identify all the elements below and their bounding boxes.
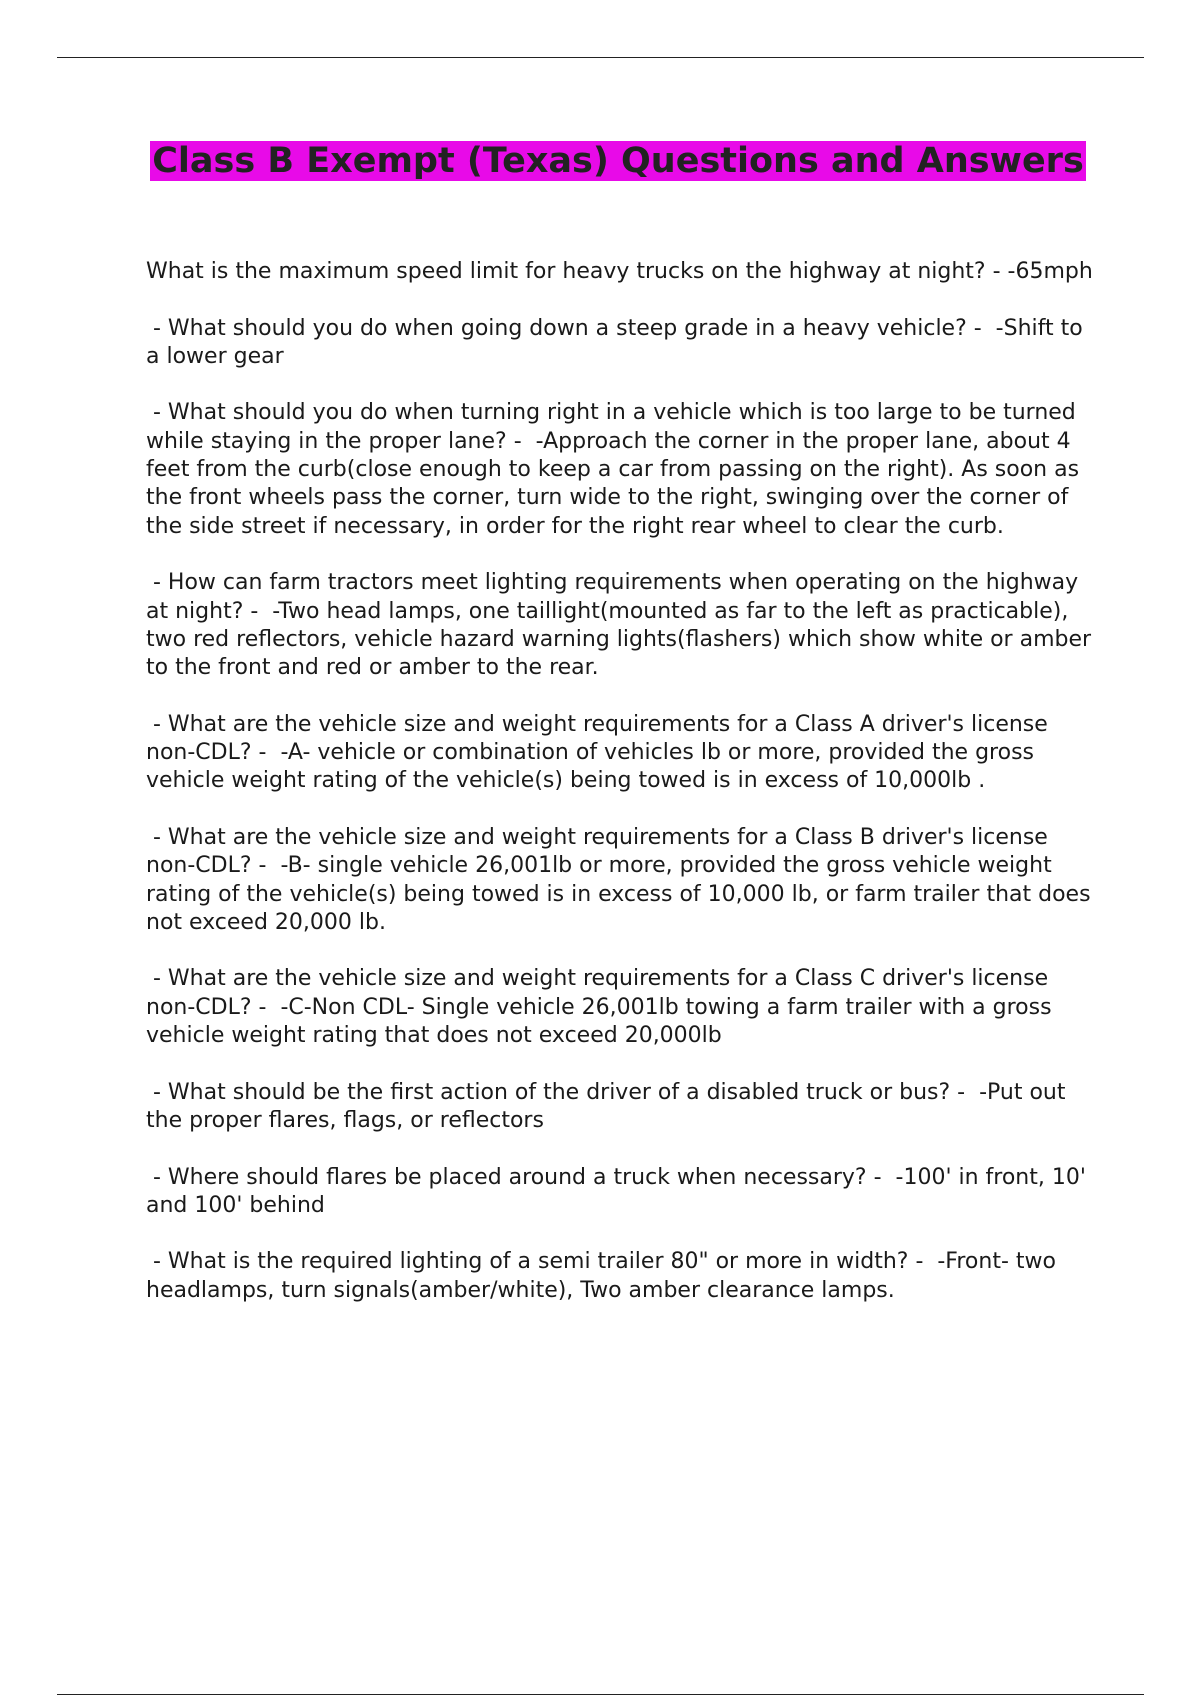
page-title: Class B Exempt (Texas) Questions and Answers bbox=[152, 141, 1084, 181]
qa-item: - Where should flares be placed around a truck when necessary? - -100' in front, 10' and 100' behind bbox=[146, 1164, 1093, 1218]
qa-item: - What are the vehicle size and weight requirements for a Class A driver's license non-CDL? - -A- vehicle or combination of vehicles lb or more, provided the gross vehicle weight rating of the vehicle(s) being towed is in excess of 10,000lb . bbox=[146, 711, 1055, 794]
top-rule bbox=[57, 57, 1144, 58]
qa-item: - What should you do when going down a steep grade in a heavy vehicle? - -Shift to a lower gear bbox=[146, 315, 1090, 369]
qa-list bbox=[146, 258, 1099, 1333]
qa-item: - What are the vehicle size and weight requirements for a Class B driver's license non-CDL? - -B- single vehicle 26,001lb or more, provided the gross vehicle weight rating of the vehicle(s) being towed is in excess of 10,000 lb, or farm trailer that does not exceed 20,000 lb. bbox=[146, 824, 1098, 935]
qa-item: - What should you do when turning right in a vehicle which is too large to be turned while staying in the proper lane? - -Approach the corner in the proper lane, about 4 feet from the curb(close enough to keep a car from passing on the right). As soon as the front wheels pass the corner, turn wide to the right, swinging over the corner of the side street if necessary, in order for the right rear wheel to clear the curb. bbox=[146, 400, 1087, 539]
bottom-rule bbox=[57, 1694, 1144, 1695]
qa-item: What is the maximum speed limit for heavy trucks on the highway at night? - -65mph bbox=[146, 259, 1093, 284]
qa-item: - How can farm tractors meet lighting requirements when operating on the highway at night? - -Two head lamps, one taillight(mounted as far to the left as practicable), two red reflectors, vehicle hazard warning lights(flashers) which show white or amber to the front and red or amber to the rear. bbox=[146, 570, 1099, 681]
qa-item: - What is the required lighting of a semi trailer 80" or more in width? - -Front- two headlamps, turn signals(amber/white), Two amber clearance lamps. bbox=[146, 1249, 1063, 1303]
title-block bbox=[146, 140, 1090, 182]
qa-item: - What should be the first action of the driver of a disabled truck or bus? - -Put out the proper flares, flags, or reflectors bbox=[146, 1079, 1073, 1133]
qa-item: - What are the vehicle size and weight requirements for a Class C driver's license non-CDL? - -C-Non CDL- Single vehicle 26,001lb towing a farm trailer with a gross vehicle weight rating that does not exceed 20,000lb bbox=[146, 966, 1059, 1049]
